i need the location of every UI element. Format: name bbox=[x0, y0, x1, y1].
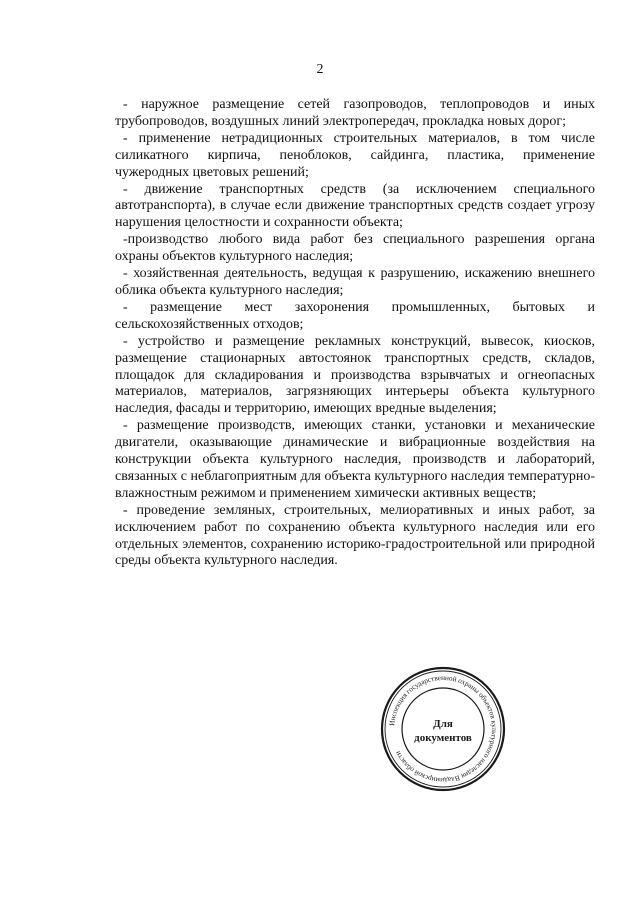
list-item: - устройство и размещение рекламных конструкций, вывесок, киосков, размещение стационарных автостоянок транспортных средств, складов, площадок для складирования и производства взрывчатых и огнеопасных материалов, материалов, загрязняющих интерьеры объекта культурного наследия, фасады и территорию, имеющих вредные выделения; bbox=[115, 333, 595, 417]
stamp-seal-icon bbox=[379, 665, 507, 793]
page-number: 2 bbox=[316, 62, 324, 77]
list-item: - размещение мест захоронения промышленных, бытовых и сельскохозяйственных отходов; bbox=[115, 299, 595, 332]
list-item: - применение нетрадиционных строительных материалов, в том числе силикатного кирпича, пеноблоков, сайдинга, пластика, применение чужеродных цветовых решений; bbox=[115, 130, 595, 180]
list-item: - проведение земляных, строительных, мелиоративных и иных работ, за исключением работ по сохранению объекта культурного наследия или его отдельных элементов, сохранению историко-градостроительной или природной среды объекта культурного наследия. bbox=[115, 502, 595, 569]
list-item: - размещение производств, имеющих станки, установки и механические двигатели, оказывающие динамические и вибрационные воздействия на конструкции объекта культурного наследия, производств и лабораторий, связанных с неблагоприятным для объекта культурного наследия температурно-влажностным режимом и применением химически активных веществ; bbox=[115, 418, 595, 501]
stamp-center-line-2: документов bbox=[414, 732, 472, 744]
stamp-center-line-1: Для bbox=[433, 718, 453, 730]
list-item: - наружное размещение сетей газопроводов, теплопроводов и иных трубопроводов, воздушных линий электропередач, прокладка новых дорог; bbox=[115, 97, 595, 129]
document-body bbox=[115, 97, 595, 570]
list-item: - хозяйственная деятельность, ведущая к разрушению, искажению внешнего облика объекта культурного наследия; bbox=[115, 266, 595, 298]
list-item: -производство любого вида работ без специального разрешения органа охраны объектов культурного наследия; bbox=[115, 232, 595, 265]
stamp-ring-text: Инспекция государственной охраны объектов культурного наследия Владимирской области bbox=[388, 673, 499, 785]
document-stamp bbox=[379, 665, 507, 793]
list-item: - движение транспортных средств (за исключением специального автотранспорта), в случае если движение транспортных средств создает угрозу нарушения целостности и сохранности объекта; bbox=[115, 181, 595, 231]
